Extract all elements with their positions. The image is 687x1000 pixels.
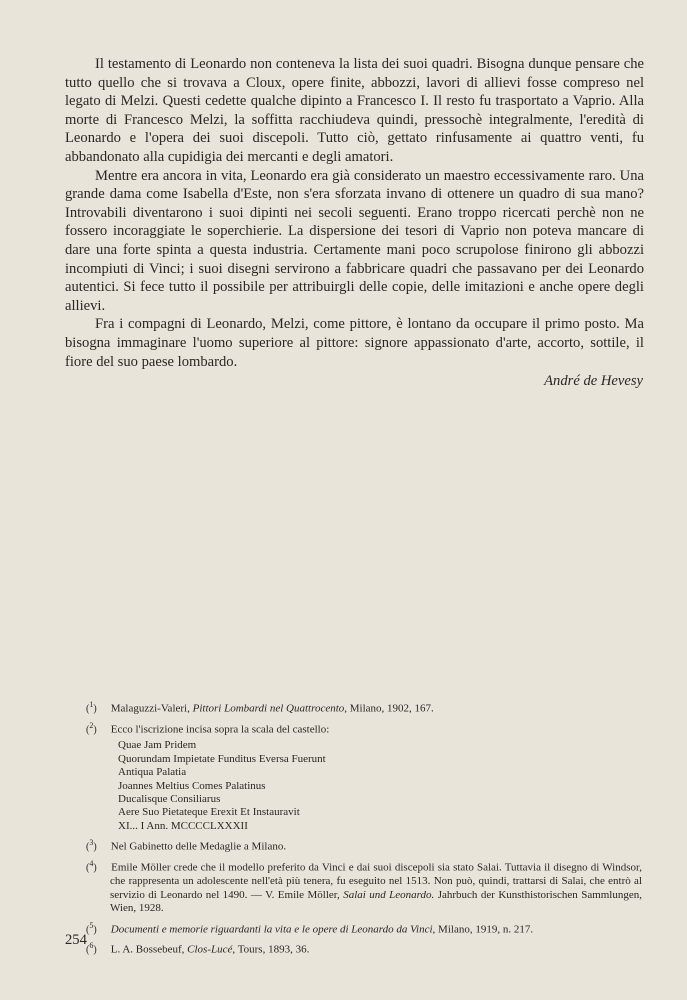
footnote-text: Ecco l'iscrizione incisa sopra la scala del castello: [110,723,330,736]
footnote-title: Documenti e memorie riguardanti la vita e le opere di Leonardo da Vinci, [110,922,436,935]
inscription-line: Quorundam Impietate Funditus Eversa Fuerunt [118,752,326,765]
footnote-4 [86,857,642,916]
footnote-rest: Milano, 1919, n. 217. [438,922,534,935]
author-signature: André de Hevesy [544,373,643,389]
footnote-3 [86,836,642,854]
inscription [118,739,642,833]
page-number: 254 [65,932,87,948]
footnote-rest: Milano, 1902, 167. [349,702,434,715]
inscription-line: Joannes Meltius Comes Palatinus [118,779,266,792]
paragraph: Il testamento di Leonardo non conteneva la lista dei suoi quadri. Bisogna dunque pensare che tutto quello che si trovava a Cloux, opere finite, abbozzi, lavori di allievi fosse compreso nel legato di Melzi. Questi cedette qualche dipinto a Francesco I. Il resto fu trasportato a Vaprio. Alla morte di Francesco Melzi, la soffitta racchiudeva quindi, pressochè integralmente, l'eredità di Leonardo e l'opera dei suoi discepoli. Tutto ciò, gettato rinfusamente ai quattro venti, fu abbandonato alla cupidigia dei mercanti e degli amatori. [65,56,644,165]
inscription-line: Ducalisque Consiliarus [118,793,221,806]
footnote-title: Salai und Leonardo. [343,888,435,901]
footnote-number: ($^4$) [86,859,97,874]
footnote-number: ($^1$) [86,700,97,715]
footnote-text: Emile Möller crede che il modello preferito da Vinci e dai suoi discepoli sia stato Salai. Tuttavia il disegno di Windsor, che rappresenta un adolescente nell'età più tenera, fu eseguito nel 1513. Non può, quindi, trattarsi di Salai, che entrò al servizio di Leonardo nel 1490. — V. Emile Möller, [110,861,642,901]
footnote-text: Nel Gabinetto delle Medaglie a Milano. [110,840,287,853]
footnote-number: ($^5$) [86,920,97,935]
footnote-rest: Tours, 1893, 36. [237,943,310,956]
inscription-line: Antiqua Palatia [118,766,187,779]
footnote-author: Malaguzzi-Valeri, [110,702,190,715]
inscription-line: XI... I Ann. MCCCCLXXXII [118,819,248,832]
footnote-5 [86,919,642,937]
footnote-author: L. A. Bossebeuf, [110,943,185,956]
footnote-rest: Jahrbuch der Kunsthistorischen Sammlungen, Wien, 1928. [110,888,642,915]
paragraph: Mentre era ancora in vita, Leonardo era già considerato un maestro eccessivamente raro. Una grande dama come Isabella d'Este, non s'era sforzata invano di ottenere un quadro di sua mano? Introvabili diventarono i suoi dipinti nei secoli seguenti. Erano troppo ricercati perchè non ne fossero incoraggiate le soperchierie. La dispersione dei tesori di Vaprio non poteva mancare di dare una forte spinta a questa industria. Certamente mani poco scrupolose finirono gli abbozzi incompiuti di Vinci; i suoi disegni servirono a fabbricare quadri che passavano per dei Leonardo autentici. Si fece tutto il possibile per attribuirgli delle copie, delle imitazioni e anche opere degli allievi. [65,167,644,314]
footnote-number: ($^6$) [86,941,97,956]
main-text [65,55,644,371]
footnote-title: Clos-Lucé, [187,943,236,956]
inscription-line: Quae Jam Pridem [118,739,197,752]
footnote-title: Pittori Lombardi nel Quattrocento, [192,702,348,715]
footnote-number: ($^3$) [86,838,97,853]
paragraph: Fra i compagni di Leonardo, Melzi, come pittore, è lontano da occupare il primo posto. Ma bisogna immaginare l'uomo superiore al pittore: signore appassionato d'arte, accorto, sottile, il fiore del suo paese lombardo. [65,316,644,370]
inscription-line: Aere Suo Pietateque Erexit Et Instauravit [118,806,300,819]
footnotes [86,698,642,960]
footnote-number: ($^2$) [86,720,97,736]
footnote-1 [86,698,642,716]
footnote-6 [86,939,642,957]
footnote-2 [86,719,642,737]
